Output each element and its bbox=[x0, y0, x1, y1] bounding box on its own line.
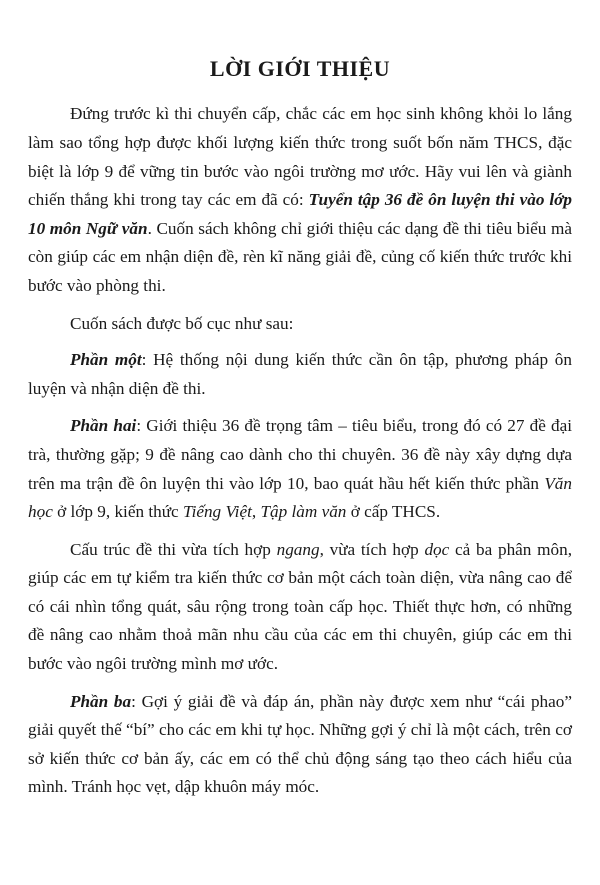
part-two-text: : Giới thiệu 36 đề trọng tâm – tiêu biểu, trong đó có 27 đề đại trà, thường gặp; 9 đề nâng cao dành cho thi chuyên. 36 đề này xây dựng dựa trên ma trận đề ôn luyện thi vào lớp 10, bao quát hầu hết kiến thức phần bbox=[28, 416, 573, 493]
part-three-text: : Gợi ý giải đề và đáp án, phần này được xem như “cái phao” giải quyết thế “bí” cho các em khi tự học. Những gợi ý chỉ là một cách, trên cơ sở kiến thức cơ bản ấy, các em có thể chủ động sáng tạo theo cách hiểu của mình. Tránh học vẹt, dập khuôn máy móc. bbox=[28, 691, 572, 797]
intro-text-end: . Cuốn sách không chỉ giới thiệu các dạng đề thi tiêu biểu mà còn giúp các em nhận diện đề, rèn kĩ năng giải đề, củng cố kiến thức trước khi bước vào phòng thi. bbox=[28, 218, 572, 295]
van-hoc-term: Văn học bbox=[28, 473, 572, 522]
doc-term: dọc bbox=[424, 539, 450, 559]
structure-intro: Cuốn sách được bố cục như sau: bbox=[70, 313, 294, 333]
book-title: Tuyển tập 36 đề ôn luyện thi vào lớp 10 môn Ngữ văn bbox=[28, 190, 572, 238]
structure-paragraph bbox=[28, 536, 572, 679]
structure-text-mid: , vừa tích hợp bbox=[319, 539, 425, 559]
part-two-paragraph bbox=[28, 412, 572, 526]
intro-text-start: Đứng trước kì thi chuyển cấp, chắc các em học sinh không khỏi lo lắng làm sao tổng hợp được khối lượng kiến thức trong suốt bốn năm THCS, đặc biệt là lớp 9 để vững tin bước vào ngôi trường mơ ước. Hãy vui lên và giành chiến thắng khi trong tay các em đã có: bbox=[28, 104, 572, 210]
part-three-paragraph bbox=[28, 688, 572, 802]
tieng-viet-term: Tiếng Việt bbox=[182, 502, 252, 522]
part-three-label: Phần ba bbox=[70, 691, 132, 711]
part-two-comma: , bbox=[251, 502, 261, 522]
part-one-paragraph bbox=[28, 346, 572, 403]
tap-lam-van-term: Tập làm văn bbox=[260, 502, 347, 522]
intro-paragraph bbox=[28, 100, 572, 300]
part-two-label: Phần hai bbox=[70, 416, 137, 436]
structure-text-start: Cấu trúc đề thi vừa tích hợp bbox=[70, 539, 277, 559]
part-one-label: Phần một bbox=[70, 350, 142, 370]
page-title: LỜI GIỚI THIỆU bbox=[209, 56, 391, 81]
part-two-text-end: ở cấp THCS. bbox=[346, 502, 441, 522]
ngang-term: ngang bbox=[276, 539, 320, 559]
structure-text-end: cả ba phân môn, giúp các em tự kiểm tra kiến thức cơ bản một cách toàn diện, vừa nâng cao để có cái nhìn tổng quát, sâu rộng trong toàn cấp học. Thiết thực hơn, có những đề nâng cao nhằm thoả mãn nhu cầu của các em thi chuyên, giúp các em thi bước vào ngôi trường mình mơ ước. bbox=[28, 539, 572, 674]
part-one-text: : Hệ thống nội dung kiến thức cần ôn tập, phương pháp ôn luyện và nhận diện đề thi. bbox=[28, 350, 572, 398]
part-two-text-mid: ở lớp 9, kiến thức bbox=[52, 502, 183, 522]
